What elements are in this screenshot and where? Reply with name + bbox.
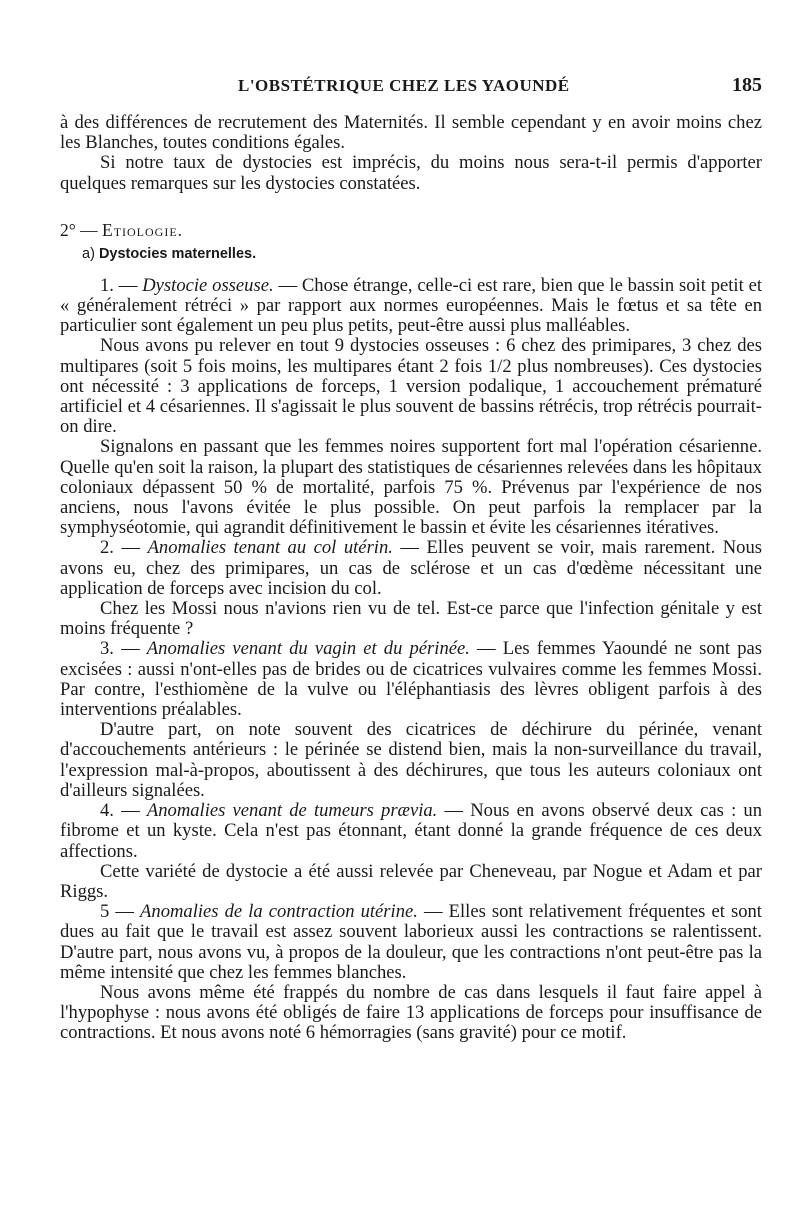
list-item-1 <box>60 276 762 337</box>
subsection-heading <box>82 244 762 264</box>
item-title: Anomalies tenant au col utérin. <box>147 537 393 559</box>
item-number: 2. — <box>100 537 141 559</box>
item-number: 5 — <box>100 901 134 923</box>
section-title: Etiologie. <box>102 219 184 240</box>
list-item-3 <box>60 639 762 720</box>
list-item-5 <box>60 902 762 983</box>
item-number: 3. — <box>100 638 140 660</box>
item-text: — Elles peuvent se voir, mais rarement. Nous avons eu, chez des primipares, un cas de sclérose et un cas d'œdème nécessitant une application de forceps avec incision du col. <box>60 537 762 599</box>
paragraph: Cette variété de dystocie a été aussi relevée par Cheneveau, par Nogue et Adam et par Riggs. <box>60 860 762 902</box>
paragraph: Si notre taux de dystocies est imprécis, du moins nous sera-t-il permis d'apporter quelques remarques sur les dystocies constatées. <box>60 152 762 194</box>
item-title: Anomalies de la contraction utérine. <box>140 901 418 923</box>
paragraph: à des différences de recrutement des Maternités. Il semble cependant y en avoir moins chez les Blanches, toutes conditions égales. <box>60 112 762 154</box>
running-title: L'OBSTÉTRIQUE CHEZ LES YAOUNDÉ <box>238 76 570 95</box>
paragraph: Signalons en passant que les femmes noires supportent fort mal l'opération césarienne. Quelle qu'en soit la raison, la plupart des statistiques de césariennes relevées dans les hôpitaux coloniaux dépassent 50 % de mortalité, parfois 75 %. Prévenus par l'expérience de nos anciens, nous l'avons évitée le plus possible. On peut parfois la remplacer par la symphyséotomie, qui agrandit définitivement le bassin et évite les césariennes itératives. <box>60 436 762 539</box>
item-number: 4. — <box>100 800 140 822</box>
item-title: Dystocie osseuse. <box>142 274 274 296</box>
paragraph: Nous avons même été frappés du nombre de cas dans lesquels il faut faire appel à l'hypophyse : nous avons été obligés de faire 13 applications de forceps pour insuffisance de contractions. Et nous avons noté 6 hémorragies (sans gravité) pour ce motif. <box>60 981 762 1044</box>
spacer <box>60 194 762 220</box>
paragraph: D'autre part, on note souvent des cicatrices de déchirure du périnée, venant d'accouchements antérieurs : le périnée se distend bien, mais la non-surveillance du travail, l'expression mal-à-propos, aboutissent à des déchirures, que tous les auteurs coloniaux ont d'ailleurs signalées. <box>60 719 762 801</box>
item-text: — Elles sont relativement fréquentes et sont dues au fait que le travail est assez souvent laborieux aussi les contractions se ralentissent. D'autre part, nous avons vu, à propos de la douleur, que les contractions n'ont peut-être pas la même intensité que chez les femmes blanches. <box>60 901 762 983</box>
item-text: — Les femmes Yaoundé ne sont pas excisées : aussi n'ont-elles pas de brides ou de cicatrices vulvaires comme les femmes Mossi. Par contre, l'esthiomène de la vulve ou l'éléphantiasis des lèvres obligent parfois à des interventions préalables. <box>60 638 762 721</box>
paragraph: Nous avons pu relever en tout 9 dystocies osseuses : 6 chez des primipares, 3 chez des multipares (soit 5 fois moins, les multipares étant 2 fois 1/2 plus nombreuses). Ces dystocies ont nécessité : 3 applications de forceps, 1 version podalique, 1 accouchement prématuré artificiel et 4 césariennes. Il s'agissait le plus souvent de bassins rétrécis, trop rétrécis pourrait-on dire. <box>60 335 762 438</box>
list-item-2 <box>60 538 762 599</box>
page-header <box>60 76 762 106</box>
paragraph: Chez les Mossi nous n'avions rien vu de tel. Est-ce parce que l'infection génitale y est moins fréquente ? <box>60 598 762 640</box>
item-number: 1. — <box>100 274 138 296</box>
list-item-4 <box>60 801 762 862</box>
subsection-title: Dystocies maternelles. <box>98 245 257 262</box>
page-body <box>60 113 762 1044</box>
item-title: Anomalies venant de tumeurs prævia. <box>146 800 438 822</box>
page-number: 185 <box>732 74 762 96</box>
section-number: 2° — <box>60 219 98 240</box>
item-text: — Nous en avons observé deux cas : un fibrome et un kyste. Cela n'est pas étonnant, étant donné la grande fréquence de ces deux affections. <box>60 800 762 862</box>
item-title: Anomalies venant du vagin et du périnée. <box>146 638 470 660</box>
subsection-letter: a) <box>82 245 95 262</box>
item-text: — Chose étrange, celle-ci est rare, bien que le bassin soit petit et « généralement rétréci » par rapport aux normes européennes. Mais le fœtus et sa tête en particulier sont également un peu plus petits, peut-être aussi plus malléables. <box>60 274 763 337</box>
section-heading <box>60 220 762 240</box>
